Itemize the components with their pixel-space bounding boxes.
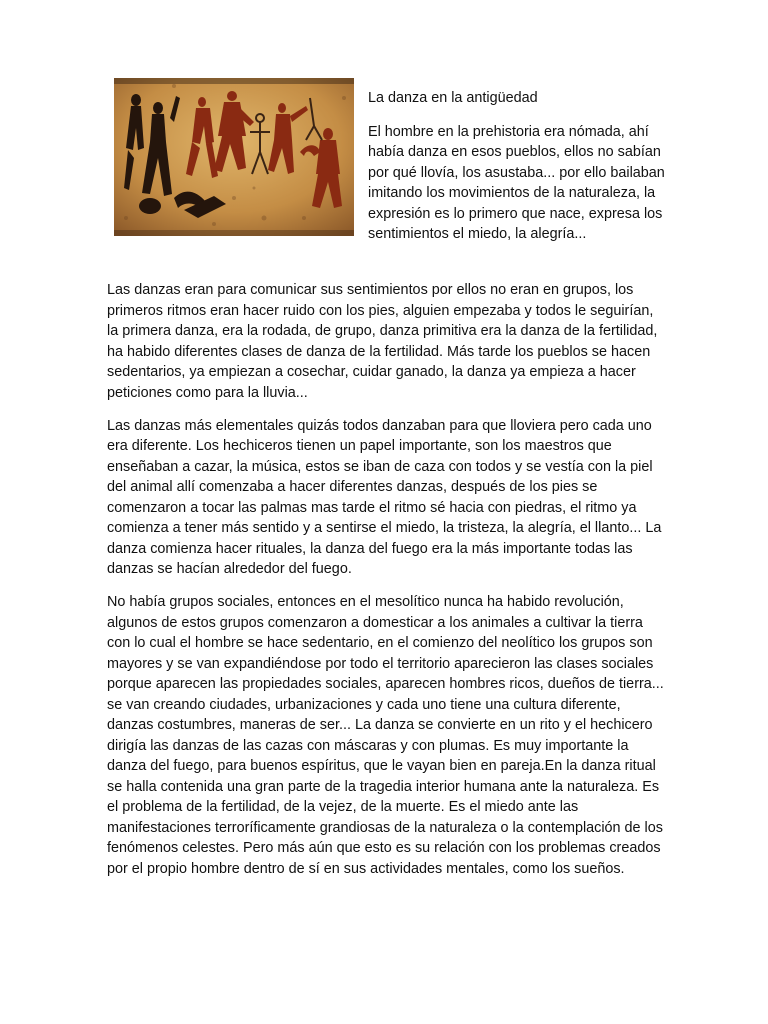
cave-painting-image [114,78,354,236]
intro-paragraph: El hombre en la prehistoria era nómada, ahí había danza en esos pueblos, ellos no sabían por qué llovía, los asustaba... por ello bailaban imitando los movimientos de la naturaleza, la expresión es lo primero que nace, expresa los sentimientos el miedo, la alegría... [368,123,665,242]
intro-block [368,88,668,245]
document-body [107,280,665,892]
cave-painting-drawing [114,78,354,236]
body-paragraph: No había grupos sociales, entonces en el mesolítico nunca ha habido revolución, algunos de estos grupos comenzaron a domesticar a los animales a cultivar la tierra con lo cual el hombre se hace sedentario, en el comienzo del neolítico los grupos son mayores y se van expandiéndose por todo el territorio aparecieron las clases sociales porque aparecen las propiedades sociales, aparecen hombres ricos, dueños de tierra... se van creando ciudades, urbanizaciones y cada uno tiene una cultura diferente, danzas costumbres, maneras de ser... La danza se convierte en un rito y el hechicero dirigía las danzas de las cazas con máscaras y con plumas. Es muy importante la danza del fuego, para buenos espíritus, que le vayan bien en pareja.En la danza ritual se halla contenida una gran parte de la tragedia interior humana ante la naturaleza. Es el problema de la fertilidad, de la vejez, de la muerte. Es el miedo ante las manifestaciones terroríficamente grandiosas de la naturaleza o la contemplación de los fenómenos celestes. Pero más aún que esto es su relación con los problemas creados por el propio hombre dentro de sí en sus actividades mentales, como los sueños. [107,594,664,877]
document-title: La danza en la antigüedad [368,90,538,106]
body-paragraph: Las danzas más elementales quizás todos danzaban para que lloviera pero cada uno era diferente. Los hechiceros tienen un papel importante, son los maestros que enseñaban a cazar, la música, estos se iban de caza con todos y se vestía con la piel del animal allí comenzaba a hacer diferentes danzas, después de los pies se comenzaron a tocar las palmas mas tarde el ritmo sé hacia con piedras, el ritmo ya comienza a tener más sentido y a sentirse el miedo, la tristeza, la alegría, el llanto... La danza comienza hacer rituales, la danza del fuego era la más importante todas las danzas se hacían alrededor del fuego. [107,417,662,577]
body-paragraph: Las danzas eran para comunicar sus sentimientos por ellos no eran en grupos, los primeros ritmos eran hacer ruido con los pies, alguien empezaba y todos le seguirían, la primera danza, era la rodada, de grupo, danza primitiva era la danza de la fertilidad, ha habido diferentes clases de danza de la fertilidad. Más tarde los pueblos se hacen sedentarios, ya empiezan a cosechar, cuidar ganado, la danza ya empieza a hacer peticiones como para la lluvia... [107,282,658,401]
